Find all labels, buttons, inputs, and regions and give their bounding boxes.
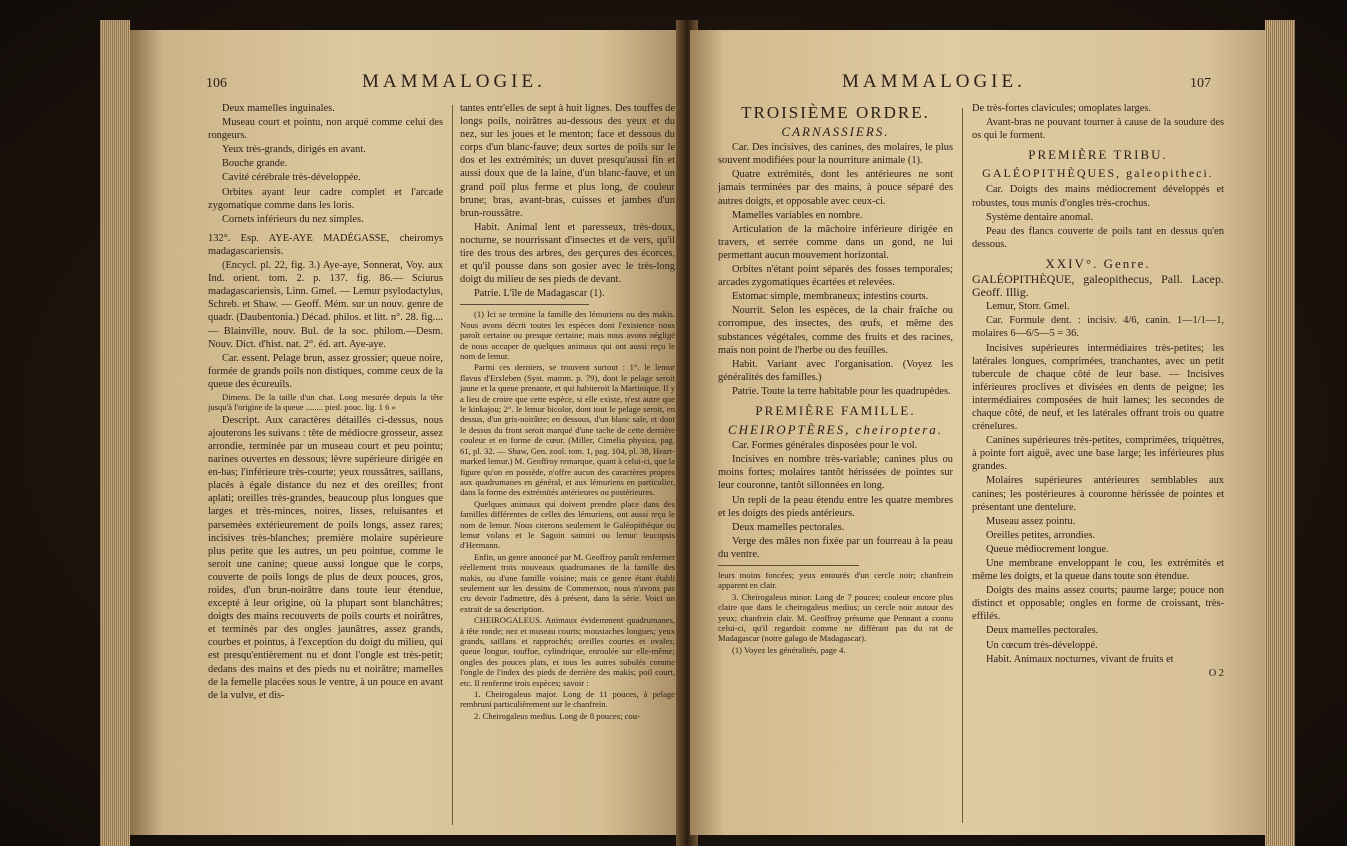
paragraph: Oreilles petites, arrondies. [986, 529, 1096, 541]
paragraph: Cavité cérébrale très-développée. [222, 172, 361, 184]
right-page-number: 107 [1190, 76, 1211, 91]
synonymy: (Encycl. pl. 22, fig. 3.) Aye-aye, Sonnerat, Voy. aux Ind. orient. tom. 2. p. 137. fig. 86.— Sciurus madagascariensis, Linn. Gmel. — Lemur psylodactylus, Schreb. et Shaw. — Geoff. Mém. sur un nouv. genre de quadr. (Daubentonia.) Décad. philos. et litt. n°. 28. fig.... — Blainville, nouv. Bul. de la soc. philom.—Desm. Nouv. Dict. d'hist. nat. 2°. éd. art. Aye-aye. [208, 260, 443, 350]
paragraph: Habit. Animaux nocturnes, vivant de fruits et [986, 653, 1174, 665]
left-column-2 [460, 102, 675, 832]
essential-characters: Car. essent. Pelage brun, assez grossier; queue noire, formée de grands poils non distiques, comme ceux de la queue des écureuils. [208, 352, 443, 390]
paragraph: Car. Des incisives, des canines, des molaires, le plus souvent modifiées pour la nourriture animale (1). [718, 142, 953, 167]
habitat: Habit. Animal lent et paresseux, très-doux, nocturne, se nourrissant d'insectes et de vers, qu'il tire des trous des arbres, des gerçures des écorces, et qu'il pousse dans son gosier avec le très-long doigt du milieu de ses pieds de devant. [460, 221, 675, 286]
description: Descript. Aux caractères détaillés ci-dessus, nous ajouterons les suivans : tête de médiocre grosseur, assez arrondie, terminée par un museau court et peu pointu; narines ouvertes en dessous; lèvre supérieure dirigée en en-bas; l'inférieure très-courte; yeux roussâtres, saillans, placés à égale distance du nez et des oreilles; front aplati; oreilles très-grandes, beaucoup plus longues que larges et très-minces, noires, lisses, reluisantes et parsemées extérieurement de poils longs, assez rares; incisives très-blanches; première molaire supérieure plus petite que les autres, un peu pointue, comme le seroit une canine; queue aussi longue que le corps, couverte de poils longs de plus de deux pouces, gros, roides, d'un brun-noirâtre dans toute leur étendue, excepté à leur origine, où la plupart sont blanchâtres; doigts des mains recouverts de poils courts et noirâtres, et terminés par des ongles jaunâtres, assez grands, courbes et pointus, à l'exception du doigt du milieu, qui est presqu'entièrement nu et dont l'ongle est très-petit; dedans des mains et des pieds nu et noirâtre; mamelles de la femelle placées sous le ventre, à un pouce en avant de la vulve, et dis- [208, 414, 443, 701]
left-page-number: 106 [206, 76, 227, 91]
footnote: 1. Cheirogaleus major. Long de 11 pouces, à pelage rembruni particulièrement sur le chanfrein. [460, 689, 675, 710]
paragraph: tantes entr'elles de sept à huit lignes. Des touffes de longs poils, noirâtres au-dessous des yeux et du nez, sur les joues et le menton; face et dessous du corps d'un blanc-fauve; deux sortes de poils sur le dos et les extrémités; un duvet presqu'aussi fin et aussi doux que de la laine, d'un blanc-fauve, et un grand poil plus ferme et plus long, de couleur brune; bras, avant-bras, cuisses et jambes d'un brun-roussâtre. [460, 103, 675, 219]
country: Patrie. L'île de Madagascar (1). [474, 288, 605, 300]
right-column-2 [972, 102, 1224, 832]
footnote: Quelques animaux qui doivent prendre place dans des familles différentes de celles des lémuriens, ont aussi reçu le nom de lemur. Nous citerons seulement le Galéopithèque ou lemur volans et le Sagoin saimiri ou lemur leucopsis d'Hermann. [460, 498, 675, 551]
footnote: (1) Ici se termine la famille des lémuriens ou des makis. Nous avons décrit toutes les espèces dont l'existence nous paroît certaine ou presque certaine; mais nous avons négligé de nous occuper de quelques animaux qui ont aussi reçu le nom de lemur. [460, 309, 675, 362]
paragraph: Avant-bras ne pouvant tourner à cause de la soudure des os qui le forment. [972, 117, 1224, 142]
paragraph: Car. Doigts des mains médiocrement développés et robustes, tous munis d'ongles très-crochus. [972, 184, 1224, 209]
paragraph: Articulation de la mâchoire inférieure dirigée en travers, et serrée comme dans un gond, ne lui permettant aucun mouvement horizontal. [718, 223, 953, 261]
paragraph: Mamelles variables en nombre. [732, 209, 863, 221]
left-running-head: MAMMALOGIE. [362, 71, 546, 92]
paragraph: Système dentaire anomal. [986, 211, 1094, 223]
tribe-subtitle: GALÉOPITHÈQUES, galeopitheci. [982, 166, 1214, 181]
paragraph: Cornets inférieurs du nez simples. [222, 213, 364, 225]
right-running-head: MAMMALOGIE. [842, 71, 1026, 92]
column-rule [962, 108, 963, 823]
paragraph: Habit. Variant avec l'organisation. (Voyez les généralités des familles.) [718, 358, 953, 383]
genus-name: GALÉOPITHÈQUE, galeopithecus, Pall. Lacep. Geoff. Illig. [972, 272, 1224, 300]
paragraph: Nourrit. Selon les espèces, de la chair fraîche ou corrompue, des insectes, des œufs, et même des substances végétales, comme des fruits et des racines, mais non point de l'herbe ou des feuilles. [718, 305, 953, 356]
paragraph: Incisives en nombre très-variable; canines plus ou moins fortes; molaires tantôt hérissées de pointes sur leur couronne, tantôt sillonnées en long. [718, 454, 953, 492]
paragraph: Orbites n'étant point séparés des fosses temporales; arcades zygomatiques écartées et relevées. [718, 264, 953, 289]
paragraph: Canines supérieures très-petites, comprimées, triquètres, à pointe fort aiguë, avec une base large; les inférieures plus grandes. [972, 435, 1224, 473]
paragraph: Car. Formes générales disposées pour le vol. [732, 440, 918, 452]
paragraph: Patrie. Toute la terre habitable pour les quadrupèdes. [732, 385, 951, 397]
paragraph: Museau assez pointu. [986, 515, 1076, 527]
footnote: Enfin, un genre annoncé par M. Geoffroy paroît renfermer réellement trois nouveaux quadrumanes de la famille des makis, ou d'une famille voisine; mais ce genre étant établi seulement sur les dessins de Commerson, nous n'avons pas cru devoir l'admettre, dès à présent, dans la série. Voici un extrait de sa description. [460, 551, 675, 614]
paragraph: Deux mamelles pectorales. [986, 625, 1099, 637]
left-column-1 [208, 102, 443, 832]
right-column-1 [718, 100, 953, 832]
genus-synonym: Lemur, Storr. Gmel. [986, 301, 1070, 313]
signature-mark: O 2 [1208, 667, 1224, 679]
paragraph: Incisives supérieures intermédiaires très-petites; les latérales longues, comprimées, tranchantes, avec un petit tubercule de chaque côté de leur base. — Incisives inférieures proclives et divisées en dents de peigne; les intermédiaires composées de huit lames; les secondes de chaque côté, de neuf, et les latérales offrant trois ou quatre crénelures. [972, 342, 1224, 433]
paragraph: Un cœcum très-développé. [986, 639, 1098, 651]
tribe-title: PREMIÈRE TRIBU. [1028, 147, 1168, 163]
family-subtitle: CHEIROPTÈRES, cheiroptera. [727, 422, 944, 438]
page-edges-left [100, 20, 130, 846]
footnote: Parmi ces derniers, se trouvent surtout : 1°. le lemur flavus d'Erxleben (Syst. mamm. p. 79), dont le pelage seroit jaune et la queue prenante, et qui habiteroit la Martinique. Il y a lieu de croire que cette espèce, si elle existe, n'est autre que le kinkajou; 2°. le lemur bicolor, dont tout le pelage seroit, en dessus, d'un gris-noirâtre; en dessous, d'un blanc sale, et dont le dessus du front seroit marqué d'une tache de cette dernière couleur et en forme de cœur. (Miller, Cimelia physica, pag. 61, pl. 32. — Shaw, Gen. zool. tom. 1, pag. 104, pl. 38, Heart-marked lemur.) M. Geoffroy remarque, quant à celui-ci, que la figure qu'on en possède, n'offre aucun des caractères propres aux quadrumanes en général, et aux lémuriens en particulier, dans la forme des extrémités antérieures ou postérieures. [460, 362, 675, 498]
paragraph: Quatre extrémités, dont les antérieures ne sont jamais terminées par des mains, à pouce séparé des autres doigts, et opposable avec ceux-ci. [718, 169, 953, 207]
page-edges-right [1265, 20, 1295, 846]
paragraph: Molaires supérieures antérieures semblables aux canines; les postérieures à couronne hérissée de pointes et présentant une dentelure. [972, 475, 1224, 513]
footnote-rule [460, 304, 589, 305]
dimensions: Dimens. De la taille d'un chat. Long mesurée depuis la tête jusqu'à l'origine de la queue ........ pied. pouc. lig. 1 6 » [208, 391, 443, 413]
right-page [690, 30, 1265, 835]
paragraph: Queue médiocrement longue. [986, 543, 1109, 555]
column-rule [452, 105, 453, 825]
paragraph: Bouche grande. [222, 158, 288, 170]
footnote: (1) Voyez les généralités, page 4. [732, 644, 846, 655]
paragraph: Deux mamelles inguinales. [222, 103, 335, 114]
footnote: 2. Cheirogaleus medius. Long de 8 pouces; cou- [474, 710, 640, 721]
paragraph: Museau court et pointu, non arqué comme celui des rongeurs. [208, 117, 443, 142]
order-title: TROISIÈME ORDRE. [741, 103, 930, 122]
species-heading: 132°. Esp. AYE-AYE MADÉGASSE, cheiromys madagascariensis. [208, 232, 443, 257]
paragraph: Estomac simple, membraneux; intestins courts. [732, 291, 929, 303]
paragraph: Une membrane enveloppant le cou, les extrémités et même les doigts, et la queue dans toute son étendue. [972, 558, 1224, 583]
paragraph: Deux mamelles pectorales. [732, 521, 845, 533]
paragraph: Verge des mâles non fixée par un fourreau à la peau du ventre. [718, 535, 953, 560]
footnote: CHEIROGALEUS. Animaux évidemment quadrumanes, à tête ronde; nez et museau courts; moustaches longues; yeux grands, saillans et rapprochés; oreilles courtes et ovales; queue longue, touffue, cylindrique, enroulée sur elle-même; ongles des pouces plats, et tous les autres subulés comme l'ongle de l'index des pieds de derrière des makis; poil court, etc. Il renferme trois espèces; savoir : [460, 615, 675, 688]
paragraph: Peau des flancs couverte de poils tant en dessus qu'en dessous. [972, 225, 1224, 250]
left-page [130, 30, 685, 835]
footnote-rule [718, 565, 859, 566]
paragraph: Doigts des mains assez courts; paume large; pouce non distinct et opposable; ongles en forme de croissant, très-effilés. [972, 585, 1224, 623]
genus-title: XXIV°. Genre. [1045, 255, 1151, 271]
paragraph: Yeux très-grands, dirigés en avant. [222, 144, 366, 156]
paragraph: Orbites ayant leur cadre complet et l'arcade zygomatique comme dans les loris. [208, 186, 443, 211]
paragraph: Un repli de la peau étendu entre les quatre membres et les doigts des pieds antérieurs. [718, 494, 953, 519]
footnote: leurs moins foncées; yeux entourés d'un cercle noir; chanfrein apparent en clair. [718, 570, 953, 591]
family-title: PREMIÈRE FAMILLE. [755, 402, 916, 418]
paragraph: De très-fortes clavicules; omoplates larges. [972, 103, 1151, 114]
paragraph: Car. Formule dent. : incisiv. 4/6, canin. 1—1/1—1, molaires 6—6/5—5 = 36. [972, 315, 1224, 340]
footnote: 3. Cheirogaleus minor. Long de 7 pouces; couleur encore plus claire que dans le cheirogaleus medius; un cercle noir autour des yeux; chanfrein clair. M. Geoffroy présume que Pennant a connu celui-ci, qu'il regardoit comme ne différant pas du rat de Madagascar (notre galago de Madagascar). [718, 591, 953, 644]
order-subtitle: CARNASSIERS. [781, 124, 890, 140]
